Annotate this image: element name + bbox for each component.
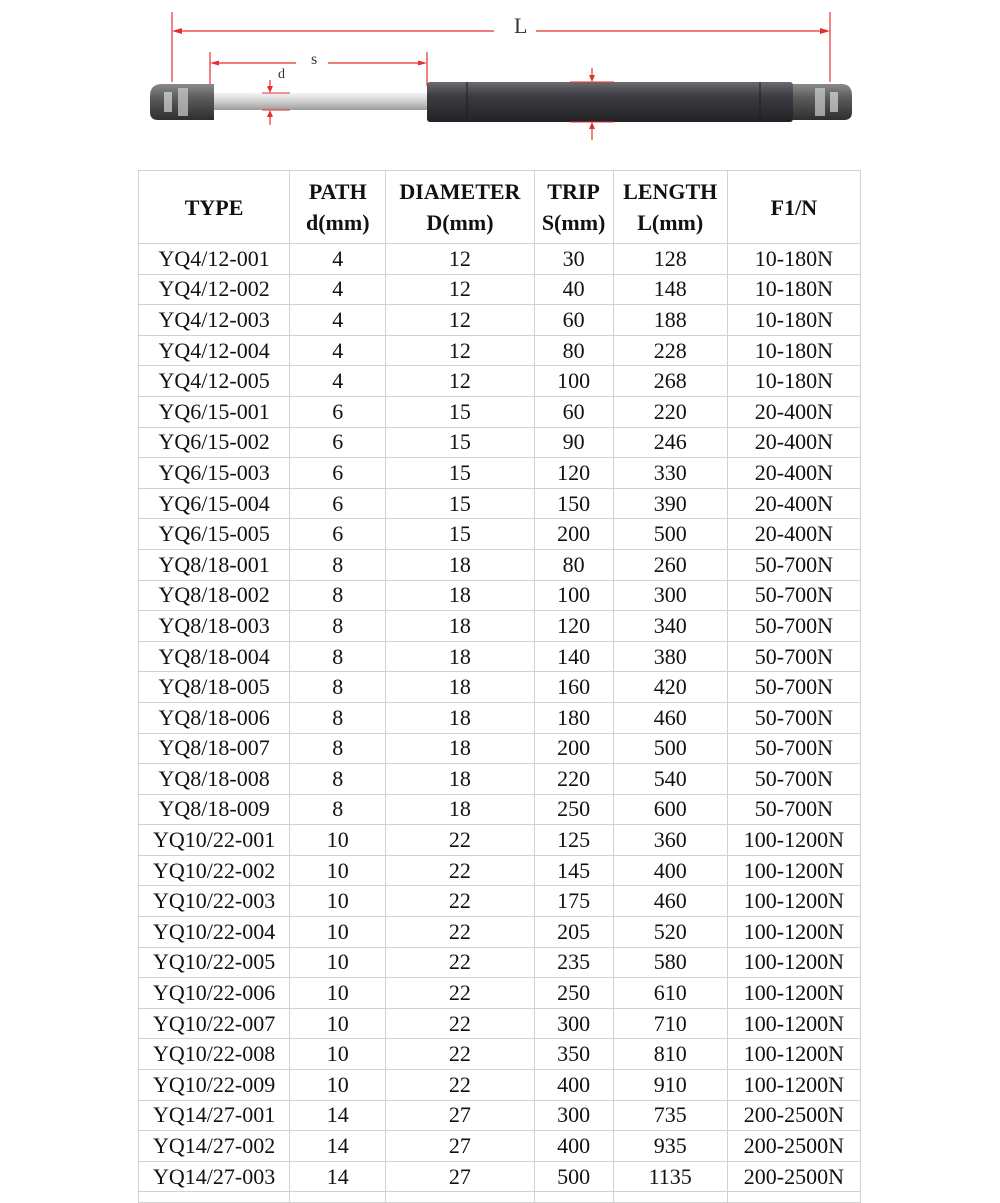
cell-type: YQ4/12-005	[139, 366, 290, 397]
cell-empty	[139, 1192, 290, 1203]
cell-force: 50-700N	[727, 611, 860, 642]
cell-length: 128	[613, 244, 727, 275]
cell-type: YQ8/18-001	[139, 549, 290, 580]
cell-force: 10-180N	[727, 305, 860, 336]
table-row	[139, 825, 861, 856]
header-force: F1/N	[727, 171, 860, 244]
cell-path: 10	[290, 886, 386, 917]
rod-label: d	[278, 67, 285, 82]
cell-length: 520	[613, 917, 727, 948]
cell-empty	[290, 1192, 386, 1203]
cell-trip: 175	[534, 886, 613, 917]
stroke-label: s	[311, 51, 318, 68]
cell-type: YQ4/12-002	[139, 274, 290, 305]
table-row	[139, 672, 861, 703]
cell-force: 100-1200N	[727, 947, 860, 978]
cell-force: 10-180N	[727, 335, 860, 366]
cell-length: 540	[613, 764, 727, 795]
cell-trip: 125	[534, 825, 613, 856]
cell-force: 100-1200N	[727, 917, 860, 948]
cell-path: 6	[290, 427, 386, 458]
cell-trip: 500	[534, 1161, 613, 1192]
cell-diameter: 18	[386, 672, 534, 703]
cell-force: 100-1200N	[727, 978, 860, 1009]
cell-length: 460	[613, 886, 727, 917]
cell-path: 10	[290, 855, 386, 886]
cell-length: 360	[613, 825, 727, 856]
stroke-dimension	[210, 51, 427, 92]
cell-diameter: 18	[386, 641, 534, 672]
cell-diameter: 18	[386, 549, 534, 580]
cell-force: 200-2500N	[727, 1131, 860, 1162]
cell-force: 50-700N	[727, 672, 860, 703]
cell-trip: 250	[534, 794, 613, 825]
cell-length: 390	[613, 488, 727, 519]
cell-length: 710	[613, 1008, 727, 1039]
cell-type: YQ4/12-004	[139, 335, 290, 366]
cell-empty	[534, 1192, 613, 1203]
cell-trip: 350	[534, 1039, 613, 1070]
cell-diameter: 22	[386, 886, 534, 917]
table-row	[139, 764, 861, 795]
cell-force: 20-400N	[727, 427, 860, 458]
table-row	[139, 458, 861, 489]
cell-length: 810	[613, 1039, 727, 1070]
piston-rod	[214, 93, 427, 110]
left-end-fitting	[150, 84, 214, 120]
cell-type: YQ10/22-004	[139, 917, 290, 948]
cell-type: YQ6/15-001	[139, 396, 290, 427]
gas-spring-diagram	[0, 0, 1000, 165]
cell-diameter: 18	[386, 702, 534, 733]
cell-path: 8	[290, 611, 386, 642]
cell-trip: 200	[534, 519, 613, 550]
cell-path: 4	[290, 366, 386, 397]
cell-length: 260	[613, 549, 727, 580]
table-header-row	[139, 171, 861, 244]
cell-diameter: 12	[386, 335, 534, 366]
cell-force: 100-1200N	[727, 855, 860, 886]
cell-path: 8	[290, 764, 386, 795]
cell-path: 4	[290, 335, 386, 366]
table-row	[139, 244, 861, 275]
cell-trip: 60	[534, 396, 613, 427]
cell-path: 4	[290, 274, 386, 305]
cell-force: 100-1200N	[727, 1070, 860, 1101]
header-diameter: DIAMETER D(mm)	[386, 171, 534, 244]
cell-length: 330	[613, 458, 727, 489]
cell-length: 500	[613, 519, 727, 550]
cell-type: YQ4/12-003	[139, 305, 290, 336]
table-row-partial	[139, 1192, 861, 1203]
cell-diameter: 27	[386, 1161, 534, 1192]
cylinder-body	[427, 68, 793, 140]
cell-trip: 300	[534, 1100, 613, 1131]
cell-type: YQ10/22-001	[139, 825, 290, 856]
cell-force: 20-400N	[727, 396, 860, 427]
header-length: LENGTH L(mm)	[613, 171, 727, 244]
cell-type: YQ10/22-009	[139, 1070, 290, 1101]
cell-path: 14	[290, 1100, 386, 1131]
cell-trip: 100	[534, 366, 613, 397]
cell-diameter: 18	[386, 733, 534, 764]
cell-length: 246	[613, 427, 727, 458]
cell-length: 268	[613, 366, 727, 397]
cell-trip: 150	[534, 488, 613, 519]
cell-diameter: 12	[386, 274, 534, 305]
cell-path: 8	[290, 641, 386, 672]
cell-path: 8	[290, 580, 386, 611]
cell-force: 100-1200N	[727, 1008, 860, 1039]
cell-force: 10-180N	[727, 366, 860, 397]
table-row	[139, 274, 861, 305]
cell-type: YQ6/15-002	[139, 427, 290, 458]
cell-force: 10-180N	[727, 244, 860, 275]
cell-path: 8	[290, 549, 386, 580]
table-row	[139, 978, 861, 1009]
cell-type: YQ8/18-003	[139, 611, 290, 642]
cell-force: 200-2500N	[727, 1100, 860, 1131]
cell-diameter: 22	[386, 917, 534, 948]
cell-trip: 160	[534, 672, 613, 703]
table-row	[139, 702, 861, 733]
cell-path: 4	[290, 244, 386, 275]
cell-trip: 120	[534, 611, 613, 642]
cell-type: YQ14/27-003	[139, 1161, 290, 1192]
table-row	[139, 794, 861, 825]
cell-type: YQ10/22-006	[139, 978, 290, 1009]
cell-path: 10	[290, 1039, 386, 1070]
cell-length: 300	[613, 580, 727, 611]
cell-diameter: 12	[386, 244, 534, 275]
table-row	[139, 855, 861, 886]
cell-force: 20-400N	[727, 488, 860, 519]
table-row	[139, 1008, 861, 1039]
cell-path: 10	[290, 1008, 386, 1039]
cell-diameter: 22	[386, 947, 534, 978]
cell-length: 340	[613, 611, 727, 642]
table-row	[139, 611, 861, 642]
cell-force: 100-1200N	[727, 886, 860, 917]
cell-type: YQ8/18-005	[139, 672, 290, 703]
cell-trip: 400	[534, 1070, 613, 1101]
table-row	[139, 1070, 861, 1101]
cell-type: YQ6/15-004	[139, 488, 290, 519]
cell-type: YQ8/18-006	[139, 702, 290, 733]
cell-trip: 220	[534, 764, 613, 795]
cell-path: 6	[290, 488, 386, 519]
cell-trip: 140	[534, 641, 613, 672]
cell-diameter: 22	[386, 978, 534, 1009]
cell-force: 50-700N	[727, 764, 860, 795]
table-row	[139, 305, 861, 336]
table-row	[139, 1131, 861, 1162]
cell-diameter: 18	[386, 611, 534, 642]
cell-type: YQ6/15-005	[139, 519, 290, 550]
cell-trip: 400	[534, 1131, 613, 1162]
cell-diameter: 22	[386, 1070, 534, 1101]
table-body	[139, 244, 861, 1203]
cell-force: 20-400N	[727, 519, 860, 550]
cell-type: YQ8/18-008	[139, 764, 290, 795]
cell-force: 10-180N	[727, 274, 860, 305]
table-row	[139, 733, 861, 764]
cell-force: 50-700N	[727, 794, 860, 825]
cell-path: 10	[290, 917, 386, 948]
cell-path: 8	[290, 672, 386, 703]
cell-length: 188	[613, 305, 727, 336]
cell-path: 10	[290, 978, 386, 1009]
cell-trip: 200	[534, 733, 613, 764]
cell-path: 10	[290, 947, 386, 978]
cell-length: 600	[613, 794, 727, 825]
table-row	[139, 549, 861, 580]
cell-type: YQ6/15-003	[139, 458, 290, 489]
table-row	[139, 917, 861, 948]
cell-diameter: 15	[386, 427, 534, 458]
cell-trip: 60	[534, 305, 613, 336]
cell-length: 460	[613, 702, 727, 733]
cell-diameter: 22	[386, 1008, 534, 1039]
cell-path: 8	[290, 733, 386, 764]
cell-empty	[613, 1192, 727, 1203]
header-trip: TRIP S(mm)	[534, 171, 613, 244]
cell-diameter: 15	[386, 519, 534, 550]
cell-diameter: 18	[386, 580, 534, 611]
cell-trip: 300	[534, 1008, 613, 1039]
cell-trip: 80	[534, 549, 613, 580]
cell-diameter: 12	[386, 305, 534, 336]
cell-type: YQ14/27-001	[139, 1100, 290, 1131]
cell-diameter: 15	[386, 396, 534, 427]
cell-path: 6	[290, 519, 386, 550]
cell-type: YQ10/22-007	[139, 1008, 290, 1039]
table-row	[139, 1161, 861, 1192]
cell-empty	[386, 1192, 534, 1203]
cell-path: 8	[290, 702, 386, 733]
gas-spring-spec-table	[138, 170, 861, 1203]
cell-length: 148	[613, 274, 727, 305]
cell-type: YQ10/22-003	[139, 886, 290, 917]
cell-trip: 100	[534, 580, 613, 611]
cell-force: 200-2500N	[727, 1161, 860, 1192]
table-row	[139, 641, 861, 672]
cell-trip: 145	[534, 855, 613, 886]
table-row	[139, 580, 861, 611]
right-end-fitting	[793, 84, 852, 120]
cell-trip: 80	[534, 335, 613, 366]
cell-type: YQ10/22-005	[139, 947, 290, 978]
cell-length: 380	[613, 641, 727, 672]
table-row	[139, 947, 861, 978]
cell-length: 610	[613, 978, 727, 1009]
table-row	[139, 366, 861, 397]
cell-force: 50-700N	[727, 702, 860, 733]
cell-type: YQ8/18-007	[139, 733, 290, 764]
cell-length: 400	[613, 855, 727, 886]
cell-diameter: 22	[386, 825, 534, 856]
cell-path: 14	[290, 1131, 386, 1162]
cell-force: 20-400N	[727, 458, 860, 489]
cell-type: YQ8/18-002	[139, 580, 290, 611]
cell-force: 50-700N	[727, 580, 860, 611]
length-label: L	[514, 13, 528, 38]
cell-diameter: 22	[386, 855, 534, 886]
cell-length: 935	[613, 1131, 727, 1162]
cell-path: 6	[290, 396, 386, 427]
cell-diameter: 18	[386, 764, 534, 795]
cell-diameter: 15	[386, 488, 534, 519]
cell-trip: 180	[534, 702, 613, 733]
cell-path: 6	[290, 458, 386, 489]
cell-length: 220	[613, 396, 727, 427]
cell-type: YQ14/27-002	[139, 1131, 290, 1162]
cell-type: YQ10/22-002	[139, 855, 290, 886]
table-row	[139, 396, 861, 427]
header-type: TYPE	[139, 171, 290, 244]
table-row	[139, 886, 861, 917]
cell-diameter: 22	[386, 1039, 534, 1070]
cell-diameter: 27	[386, 1131, 534, 1162]
cell-trip: 30	[534, 244, 613, 275]
cell-force: 100-1200N	[727, 825, 860, 856]
table-row	[139, 1100, 861, 1131]
cell-path: 8	[290, 794, 386, 825]
header-path: PATH d(mm)	[290, 171, 386, 244]
table-row	[139, 519, 861, 550]
cell-length: 228	[613, 335, 727, 366]
cell-length: 500	[613, 733, 727, 764]
cell-trip: 250	[534, 978, 613, 1009]
cell-diameter: 27	[386, 1100, 534, 1131]
cell-diameter: 18	[386, 794, 534, 825]
cell-type: YQ8/18-004	[139, 641, 290, 672]
cell-trip: 120	[534, 458, 613, 489]
cell-path: 10	[290, 1070, 386, 1101]
table-row	[139, 427, 861, 458]
cell-length: 735	[613, 1100, 727, 1131]
table-row	[139, 1039, 861, 1070]
cell-length: 580	[613, 947, 727, 978]
cell-type: YQ4/12-001	[139, 244, 290, 275]
cell-length: 910	[613, 1070, 727, 1101]
cell-length: 420	[613, 672, 727, 703]
cell-path: 10	[290, 825, 386, 856]
cell-path: 4	[290, 305, 386, 336]
table-row	[139, 488, 861, 519]
cell-diameter: 12	[386, 366, 534, 397]
cell-trip: 40	[534, 274, 613, 305]
length-dimension	[172, 12, 830, 82]
cell-path: 14	[290, 1161, 386, 1192]
cell-type: YQ10/22-008	[139, 1039, 290, 1070]
cell-type: YQ8/18-009	[139, 794, 290, 825]
cell-force: 50-700N	[727, 733, 860, 764]
cell-trip: 205	[534, 917, 613, 948]
cell-empty	[727, 1192, 860, 1203]
table-row	[139, 335, 861, 366]
cell-trip: 90	[534, 427, 613, 458]
cell-trip: 235	[534, 947, 613, 978]
cell-length: 1135	[613, 1161, 727, 1192]
cell-force: 50-700N	[727, 549, 860, 580]
cell-force: 100-1200N	[727, 1039, 860, 1070]
cell-force: 50-700N	[727, 641, 860, 672]
cell-diameter: 15	[386, 458, 534, 489]
